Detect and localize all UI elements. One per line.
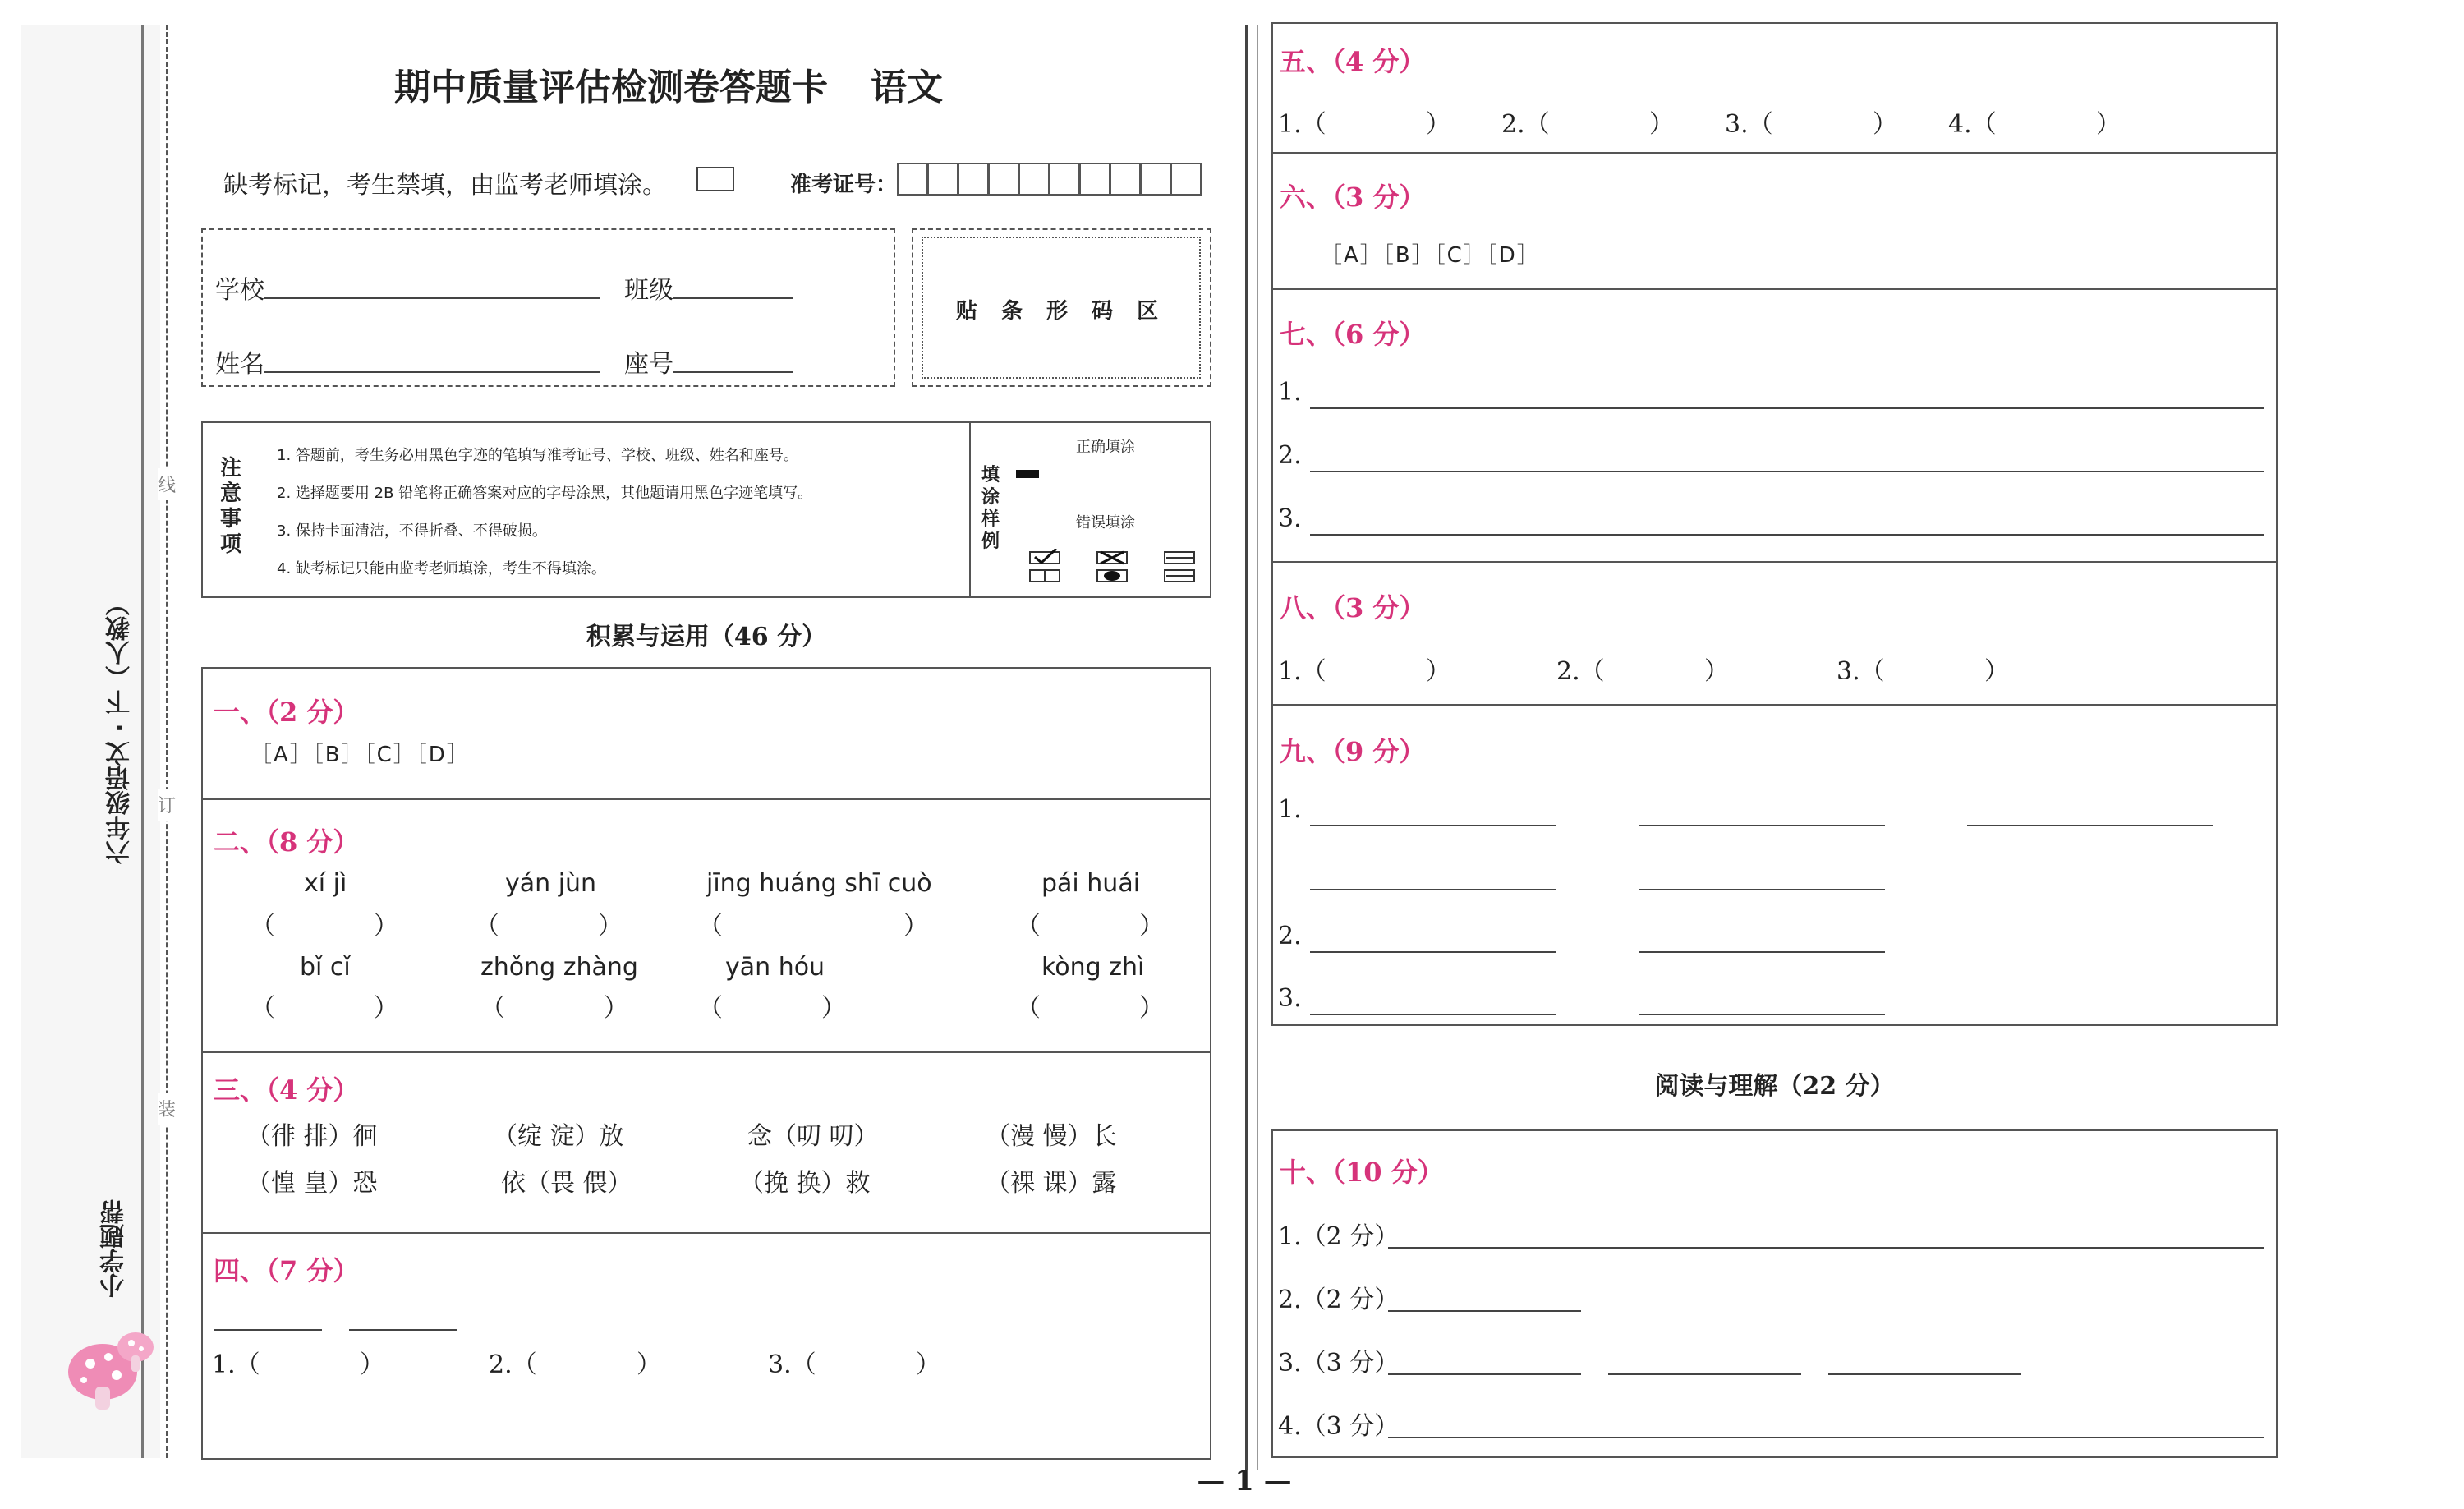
blank-2-1[interactable]: （ ） — [251, 912, 398, 941]
binding-label-zhuang: 装 — [158, 1093, 176, 1125]
mushroom-logo-icon — [66, 1314, 156, 1413]
blank-2-4[interactable]: （ ） — [1016, 912, 1164, 941]
center-divider-2 — [1257, 25, 1258, 1470]
blank-5-3[interactable]: 3.（ ） — [1725, 110, 1897, 139]
section-5-title: 五、（4 分） — [1280, 46, 1426, 77]
wrong-fill-samples-icon — [1028, 549, 1201, 587]
school-label: 学校 — [215, 276, 264, 305]
line-7-1[interactable] — [1310, 407, 2264, 409]
notice-item-1: 1. 答题前，考生务必用黑色字迹的笔填写准考证号、学校、班级、姓名和座号。 — [277, 447, 798, 464]
section-6-options[interactable]: ［A］［B］［C］［D］ — [1321, 243, 1540, 268]
blank-2-2[interactable]: （ ） — [475, 912, 623, 941]
divider-s3 — [201, 1232, 1211, 1234]
page-title: 期中质量评估检测卷答题卡 语文 — [394, 67, 943, 108]
line-7-2[interactable] — [1310, 471, 2264, 472]
label-10-3: 3.（3 分） — [1278, 1349, 1400, 1378]
blank-2-3[interactable]: （ ） — [698, 912, 928, 941]
part1-title: 积累与运用（46 分） — [586, 623, 827, 651]
class-field[interactable] — [673, 297, 793, 299]
divider-s2 — [201, 1051, 1211, 1053]
label-10-1: 1.（2 分） — [1278, 1222, 1400, 1251]
section-4-title: 四、（7 分） — [214, 1255, 360, 1286]
blank-8-3[interactable]: 3.（ ） — [1837, 657, 2009, 686]
exam-id-boxes[interactable] — [897, 163, 1201, 196]
school-field[interactable] — [264, 297, 600, 299]
line-9-1d[interactable] — [1310, 889, 1556, 890]
blank-5-1[interactable]: 1.（ ） — [1278, 110, 1450, 139]
label-7-3: 3. — [1278, 504, 1302, 533]
choice-3-1[interactable]: （徘 排）徊 — [246, 1122, 378, 1151]
choice-3-8[interactable]: （裸 课）露 — [986, 1169, 1117, 1198]
divider-s6 — [1271, 288, 2278, 290]
blank-4-1[interactable]: 1.（ ） — [212, 1350, 384, 1379]
line-9-1e[interactable] — [1639, 889, 1885, 890]
divider-s1 — [201, 798, 1211, 800]
blank-8-1[interactable]: 1.（ ） — [1278, 657, 1450, 686]
choice-3-2[interactable]: （绽 淀）放 — [493, 1122, 624, 1151]
grade-label: 六年级语文 · 下（人教） — [106, 591, 135, 865]
line-10-3b[interactable] — [1608, 1373, 1801, 1375]
pinyin-7: yān hóu — [725, 953, 825, 982]
pinyin-2: yán jùn — [505, 869, 597, 898]
name-label: 姓名 — [215, 350, 264, 379]
label-7-2: 2. — [1278, 441, 1302, 470]
choice-3-4[interactable]: （漫 慢）长 — [986, 1122, 1117, 1151]
correct-fill-label: 正确填涂 — [1076, 439, 1135, 456]
pinyin-8: kòng zhì — [1041, 953, 1145, 982]
blank-2-6[interactable]: （ ） — [480, 994, 628, 1023]
absent-checkbox[interactable] — [696, 167, 734, 191]
line-9-3a[interactable] — [1310, 1014, 1556, 1015]
binding-label-line: 线 — [158, 468, 176, 500]
exam-id-label: 准考证号： — [790, 173, 898, 197]
binding-dashed-line — [166, 25, 168, 1458]
sample-label: 填涂样例 — [981, 465, 1000, 552]
seat-label: 座号 — [624, 350, 673, 379]
label-9-3: 3. — [1278, 984, 1302, 1013]
choice-3-3[interactable]: 念（叨 叨） — [747, 1122, 879, 1151]
label-9-1: 1. — [1278, 795, 1302, 824]
divider-s8 — [1271, 704, 2278, 706]
blank-4-2[interactable]: 2.（ ） — [489, 1350, 661, 1379]
notice-item-2: 2. 选择题要用 2B 铅笔将正确答案对应的字母涂黑，其他题请用黑色字迹笔填写。 — [277, 485, 813, 502]
line-7-3[interactable] — [1310, 534, 2264, 536]
section-3-title: 三、（4 分） — [214, 1074, 360, 1106]
page-number: — 1 — — [1197, 1465, 1292, 1497]
pinyin-6: zhǒng zhàng — [480, 953, 638, 982]
notice-label: 注意事项 — [220, 456, 242, 557]
blank-2-8[interactable]: （ ） — [1016, 994, 1164, 1023]
right-answer-box — [1271, 22, 2278, 1026]
binding-label-ding: 订 — [158, 789, 176, 821]
label-7-1: 1. — [1278, 378, 1302, 407]
absent-note: 缺考标记，考生禁填，由监考老师填涂。 — [223, 171, 667, 200]
line-9-1c[interactable] — [1967, 825, 2213, 826]
binding-strip — [21, 25, 160, 1458]
line-9-1a[interactable] — [1310, 825, 1556, 826]
divider-s5 — [1271, 152, 2278, 154]
pinyin-4: pái huái — [1041, 869, 1141, 898]
section-9-title: 九、（9 分） — [1280, 736, 1426, 767]
center-divider — [1245, 25, 1248, 1470]
line-10-3a[interactable] — [1388, 1373, 1581, 1375]
line-9-1b[interactable] — [1639, 825, 1885, 826]
binding-solid-line — [141, 25, 144, 1458]
blank-5-2[interactable]: 2.（ ） — [1501, 110, 1674, 139]
line-9-2b[interactable] — [1639, 951, 1885, 953]
wrong-fill-label: 错误填涂 — [1076, 514, 1135, 531]
class-label: 班级 — [624, 276, 673, 305]
line-9-3b[interactable] — [1639, 1014, 1885, 1015]
divider-s7 — [1271, 561, 2278, 563]
blank-4-b[interactable] — [349, 1329, 457, 1331]
pinyin-1: xí jì — [304, 869, 347, 898]
blank-4-3[interactable]: 3.（ ） — [768, 1350, 940, 1379]
blank-2-7[interactable]: （ ） — [698, 994, 846, 1023]
pinyin-5: bǐ cǐ — [300, 953, 351, 982]
blank-4-a[interactable] — [214, 1329, 322, 1331]
seat-field[interactable] — [673, 371, 793, 373]
line-10-3c[interactable] — [1828, 1373, 2021, 1375]
blank-8-2[interactable]: 2.（ ） — [1556, 657, 1729, 686]
subject-label: 语文 — [871, 67, 943, 108]
barcode-label: 贴 条 形 码 区 — [955, 299, 1167, 324]
section-6-title: 六、（3 分） — [1280, 182, 1426, 213]
notice-item-4: 4. 缺考标记只能由监考老师填涂，考生不得填涂。 — [277, 560, 606, 577]
line-10-1[interactable] — [1388, 1247, 2264, 1249]
left-answer-box — [201, 667, 1211, 1460]
notice-divider — [969, 421, 971, 598]
label-10-4: 4.（3 分） — [1278, 1412, 1400, 1441]
correct-fill-sample-icon — [1016, 470, 1039, 478]
line-10-2[interactable] — [1388, 1310, 1581, 1312]
choice-3-5[interactable]: （惶 皇）恐 — [246, 1169, 378, 1198]
label-10-2: 2.（2 分） — [1278, 1286, 1400, 1314]
section-1-options[interactable]: ［A］［B］［C］［D］ — [251, 743, 470, 767]
brand-label: 小学题帮 — [100, 1199, 129, 1298]
section-2-title: 二、（8 分） — [214, 826, 360, 858]
choice-3-6[interactable]: 依（畏 偎） — [501, 1169, 632, 1198]
section-1-title: 一、（2 分） — [214, 697, 360, 728]
line-10-4[interactable] — [1388, 1437, 2264, 1438]
section-7-title: 七、（6 分） — [1280, 319, 1426, 350]
choice-3-7[interactable]: （挽 换）救 — [739, 1169, 871, 1198]
section-8-title: 八、（3 分） — [1280, 592, 1426, 623]
label-9-2: 2. — [1278, 922, 1302, 950]
part2-title: 阅读与理解（22 分） — [1654, 1072, 1895, 1101]
info-box — [201, 228, 895, 387]
blank-2-5[interactable]: （ ） — [251, 994, 398, 1023]
name-field[interactable] — [264, 371, 600, 373]
blank-5-4[interactable]: 4.（ ） — [1948, 110, 2121, 139]
notice-item-3: 3. 保持卡面清洁，不得折叠、不得破损。 — [277, 522, 547, 540]
pinyin-3: jīng huáng shī cuò — [706, 869, 932, 898]
line-9-2a[interactable] — [1310, 951, 1556, 953]
section-10-title: 十、（10 分） — [1280, 1157, 1444, 1188]
